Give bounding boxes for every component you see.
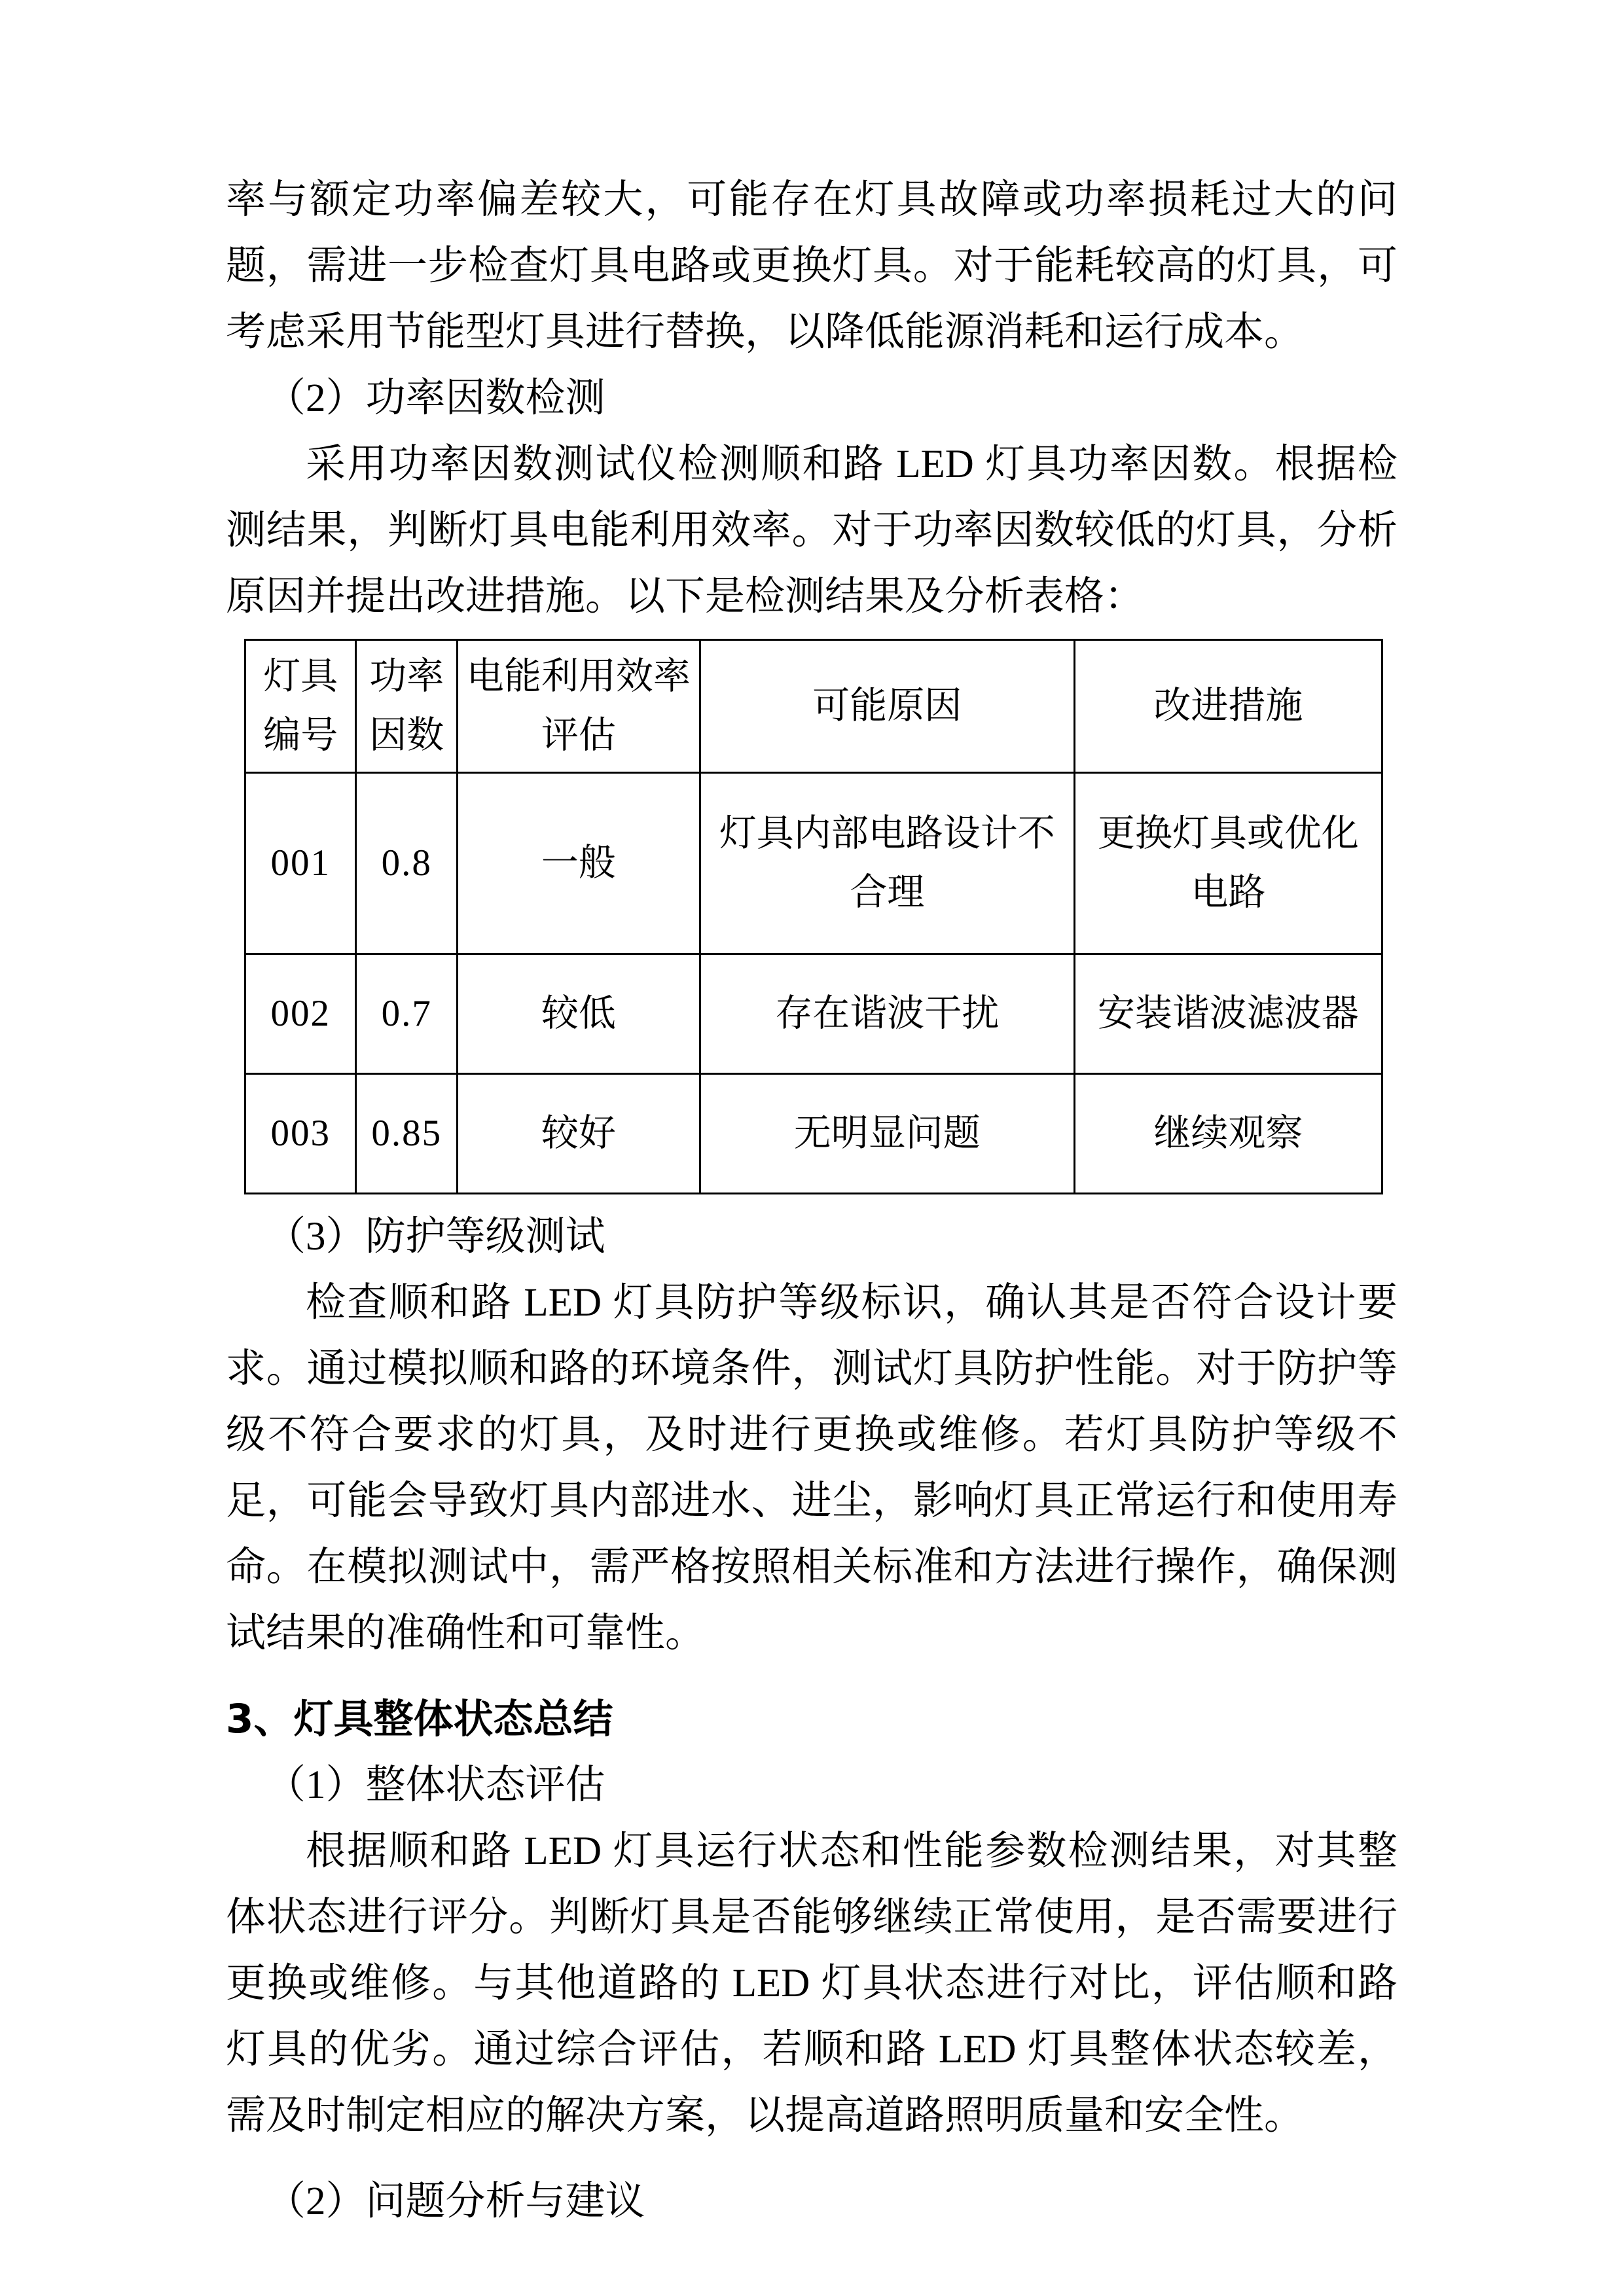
cell-measure: 继续观察 [1074, 1074, 1382, 1194]
cell-power-factor: 0.8 [356, 773, 458, 954]
table-header-cell: 改进措施 [1074, 640, 1382, 773]
table-row [245, 1074, 1382, 1194]
paragraph-overall-status-evaluation: 根据顺和路 LED 灯具运行状态和性能参数检测结果，对其整体状态进行评分。判断灯具是否能够继续正常使用，是否需要进行更换或维修。与其他道路的 LED 灯具状态进行对比，评估顺和路灯具的优劣。通过综合评估，若顺和路 LED 灯具整体状态较差，需及时制定相应的解决方案，以提高道路照明质量和安全性。 [226, 1829, 1398, 2138]
section-spacer [226, 2149, 1398, 2168]
table-header-row [245, 640, 1382, 773]
cell-luminaire-id: 002 [245, 954, 356, 1074]
cell-luminaire-id: 003 [245, 1074, 356, 1194]
cell-luminaire-id: 001 [245, 773, 356, 954]
cell-cause: 灯具内部电路设计不合理 [700, 773, 1074, 954]
power-factor-results-table [244, 639, 1383, 1194]
cell-efficiency: 较好 [458, 1074, 700, 1194]
heading-problem-analysis-suggestions: （2）问题分析与建议 [266, 2179, 645, 2223]
table-row [245, 954, 1382, 1074]
table-header-cell: 电能利用效率评估 [458, 640, 700, 773]
cell-power-factor: 0.7 [356, 954, 458, 1074]
cell-cause: 无明显问题 [700, 1074, 1074, 1194]
cell-cause: 存在谐波干扰 [700, 954, 1074, 1074]
table-header-cell: 可能原因 [700, 640, 1074, 773]
cell-efficiency: 较低 [458, 954, 700, 1074]
page-content [226, 167, 1398, 2234]
cell-efficiency: 一般 [458, 773, 700, 954]
table-header-cell: 灯具编号 [245, 640, 356, 773]
paragraph-continued-power-deviation: 率与额定功率偏差较大，可能存在灯具故障或功率损耗过大的问题，需进一步检查灯具电路或更换灯具。对于能耗较高的灯具，可考虑采用节能型灯具进行替换，以降低能源消耗和运行成本。 [226, 178, 1398, 354]
heading-protection-level-test: （3）防护等级测试 [266, 1215, 605, 1259]
heading-overall-status-evaluation: （1）整体状态评估 [266, 1763, 605, 1807]
paragraph-protection-level-method: 检查顺和路 LED 灯具防护等级标识，确认其是否符合设计要求。通过模拟顺和路的环境条件，测试灯具防护性能。对于防护等级不符合要求的灯具，及时进行更换或维修。若灯具防护等级不足，可能会导致灯具内部进水、进尘，影响灯具正常运行和使用寿命。在模拟测试中，需严格按照相关标准和方法进行操作，确保测试结果的准确性和可靠性。 [226, 1281, 1398, 1655]
heading-overall-status-summary: 3、灯具整体状态总结 [226, 1696, 613, 1742]
table-header-cell: 功率因数 [356, 640, 458, 773]
section-spacer [226, 1666, 1398, 1686]
paragraph-power-factor-method: 采用功率因数测试仪检测顺和路 LED 灯具功率因数。根据检测结果，判断灯具电能利用效率。对于功率因数较低的灯具，分析原因并提出改进措施。以下是检测结果及分析表格： [226, 442, 1398, 619]
heading-power-factor-test: （2）功率因数检测 [266, 376, 605, 420]
cell-measure: 安装谐波滤波器 [1074, 954, 1382, 1074]
cell-power-factor: 0.85 [356, 1074, 458, 1194]
table-row [245, 773, 1382, 954]
cell-measure: 更换灯具或优化电路 [1074, 773, 1382, 954]
